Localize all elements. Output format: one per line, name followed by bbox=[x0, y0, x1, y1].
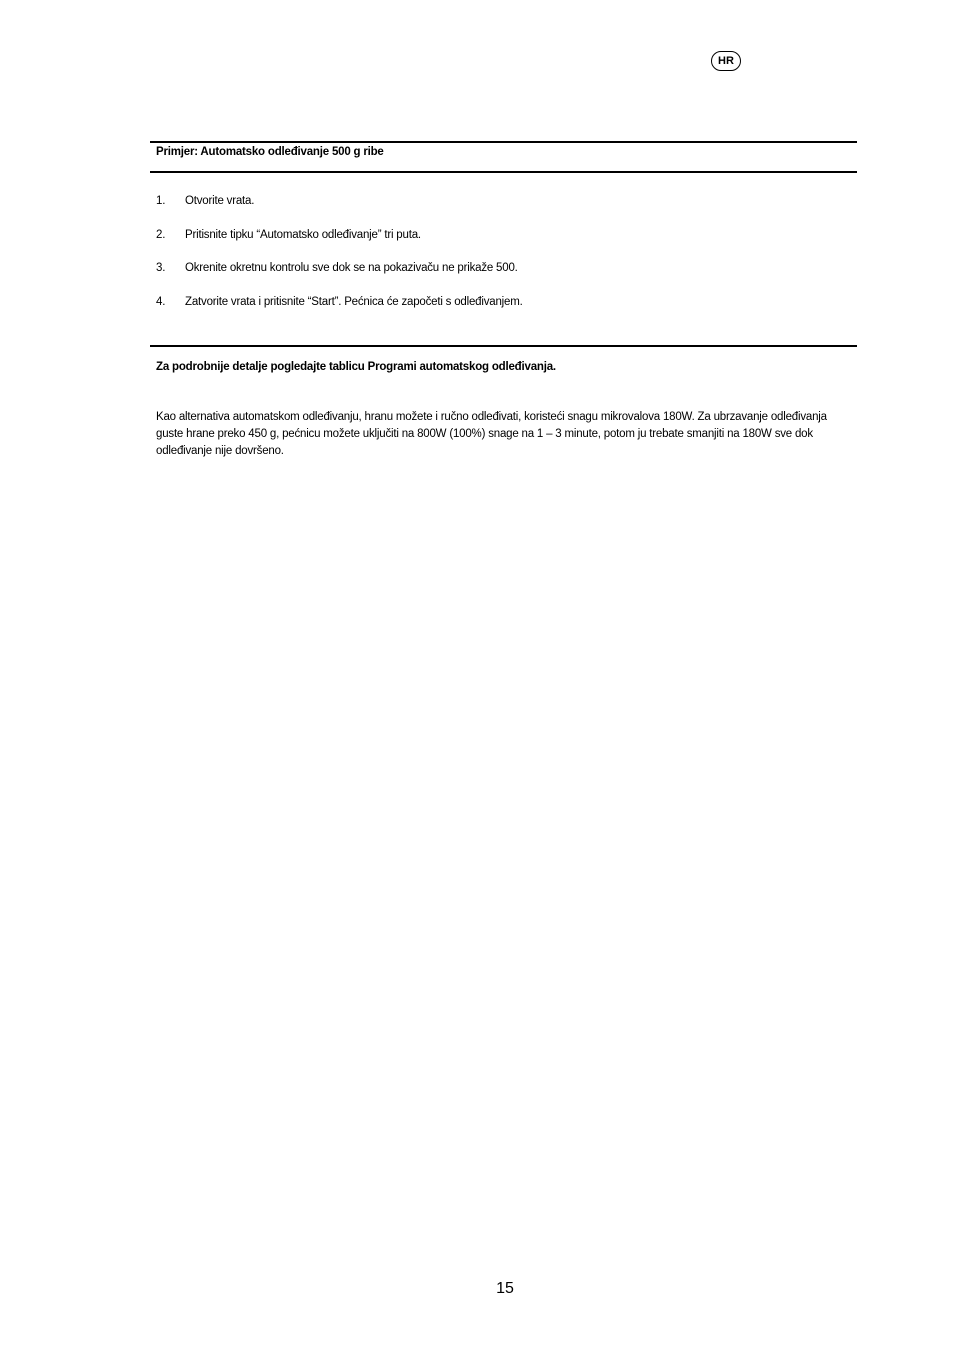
example-title: Primjer: Automatsko odleđivanje 500 g ribe bbox=[156, 146, 384, 158]
step-number: 2. bbox=[156, 228, 166, 241]
steps-list bbox=[156, 195, 523, 329]
step-item bbox=[156, 229, 523, 263]
reference-note: Za podrobnije detalje pogledajte tablicu Programi automatskog odleđivanja. bbox=[156, 361, 556, 373]
step-number: 4. bbox=[156, 295, 166, 308]
step-number: 1. bbox=[156, 195, 166, 207]
top-rule bbox=[150, 141, 857, 143]
language-badge: HR bbox=[711, 51, 741, 71]
step-text: Okrenite okretnu kontrolu sve dok se na pokazivaču ne prikaže 500. bbox=[185, 262, 518, 274]
example-title-rule bbox=[150, 171, 857, 173]
step-item bbox=[156, 296, 523, 330]
step-text: Zatvorite vrata i pritisnite “Start”. Pećnica će započeti s odleđivanjem. bbox=[185, 295, 523, 308]
step-number: 3. bbox=[156, 262, 166, 274]
note-rule bbox=[150, 345, 857, 347]
manual-defrost-paragraph: Kao alternativa automatskom odleđivanju, hranu možete i ručno odleđivati, koristeći snagu mikrovalova 180W. Za ubrzavanje odleđivanja guste hrane preko 450 g, pećnicu možete uključiti na 800W (100%) snage na 1 – 3 minute, potom ju trebate smanjiti na 180W sve dok odleđivanje nije dovršeno. bbox=[156, 411, 827, 457]
step-text: Pritisnite tipku “Automatsko odleđivanje” tri puta. bbox=[185, 228, 421, 241]
step-item bbox=[156, 195, 523, 229]
step-item bbox=[156, 262, 523, 296]
page-number: 15 bbox=[496, 1280, 514, 1297]
step-text: Otvorite vrata. bbox=[185, 195, 255, 207]
